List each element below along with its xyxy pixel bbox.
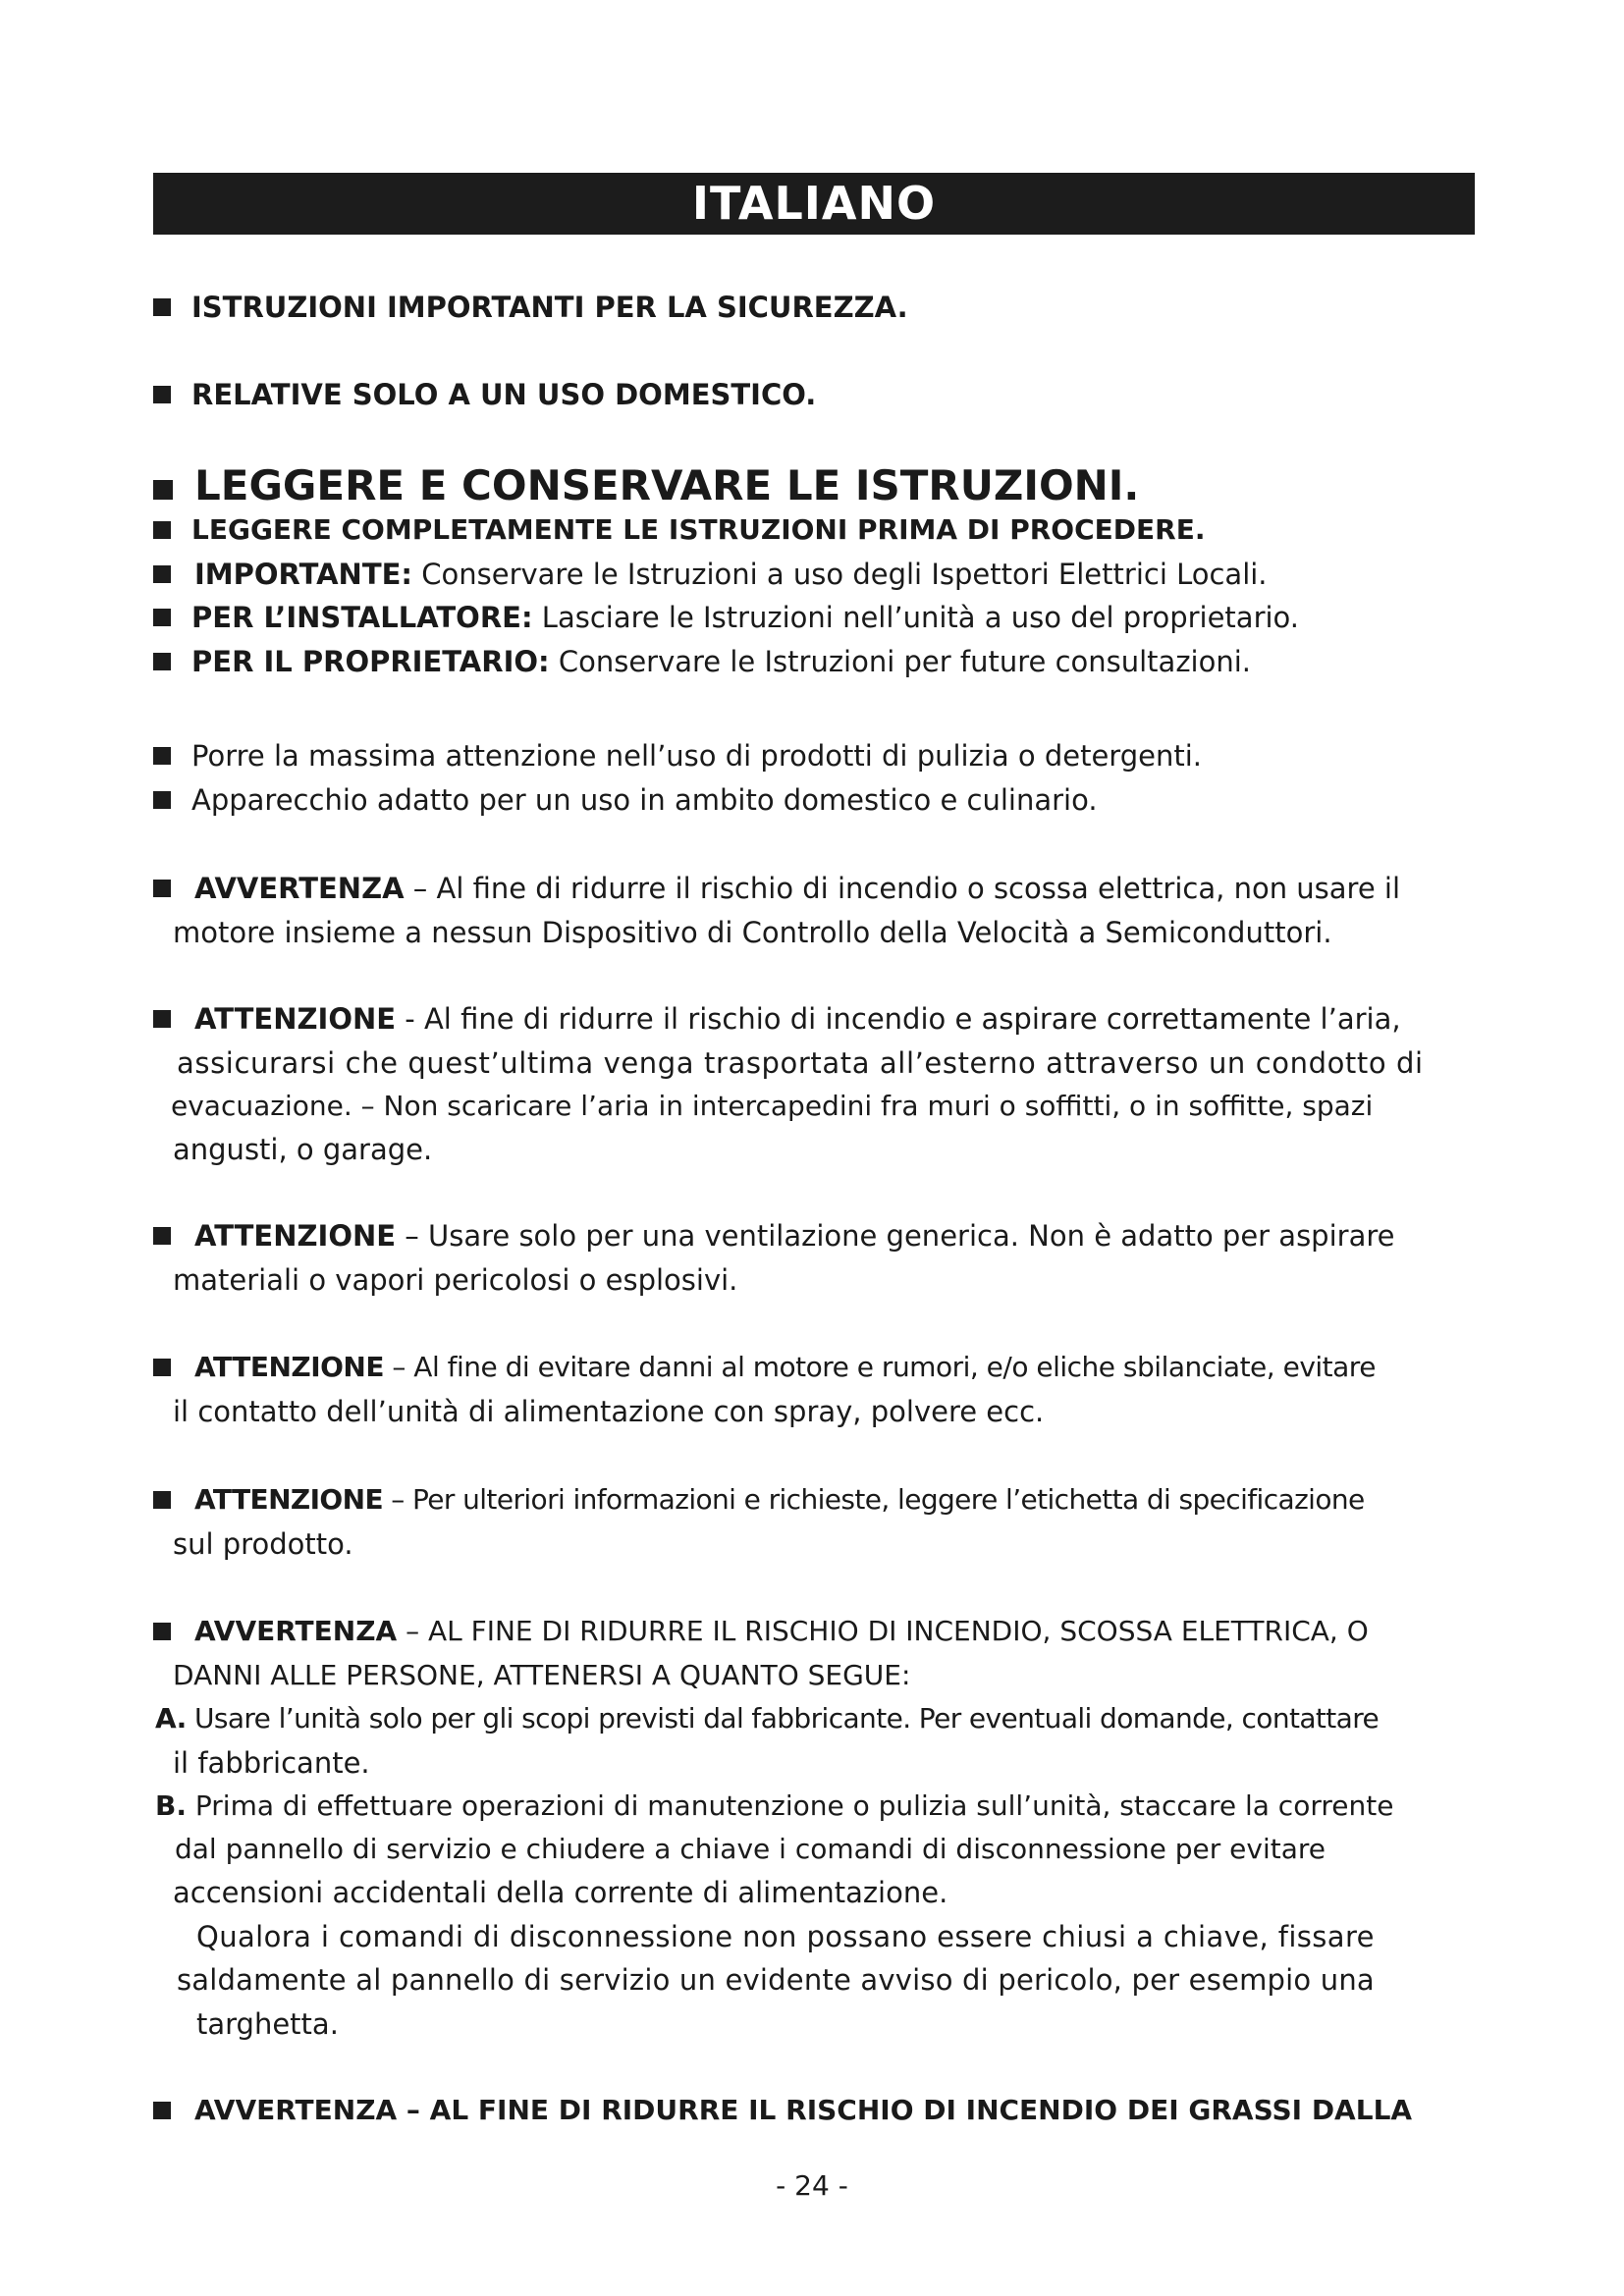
bullet-icon — [153, 653, 171, 670]
important-note: IMPORTANTE: Conservare le Istruzioni a uso degli Ispettori Elettrici Locali. — [194, 558, 1268, 591]
bullet-icon — [153, 880, 171, 897]
cleaning-note: Porre la massima attenzione nell’uso di prodotti di pulizia o detergenti. — [191, 739, 1202, 773]
caution-exhaust-cont-1: assicurarsi che quest’ultima venga trasportata all’esterno attraverso un condotto di — [177, 1046, 1424, 1080]
caution-label-cont: sul prodotto. — [173, 1527, 353, 1561]
bullet-icon — [153, 1491, 171, 1509]
installer-note: PER L’INSTALLATORE: Lasciare le Istruzioni nell’unità a uso del proprietario. — [191, 601, 1299, 634]
caution-ventilation: ATTENZIONE – Usare solo per una ventilazione generica. Non è adatto per aspirare — [194, 1219, 1395, 1253]
owner-note: PER IL PROPRIETARIO: Conservare le Istruzioni per future consultazioni. — [191, 645, 1252, 678]
language-title: ITALIANO — [691, 177, 937, 230]
caution-exhaust-cont-2: evacuazione. – Non scaricare l’aria in intercapedini fra muri o soffitti, o in soffitte, spazi — [171, 1090, 1374, 1122]
domestic-use-note: Apparecchio adatto per un uso in ambito domestico e culinario. — [191, 783, 1098, 817]
caution-exhaust: ATTENZIONE - Al fine di ridurre il rischio di incendio e aspirare correttamente l’aria, — [194, 1002, 1401, 1036]
language-header-bar — [153, 173, 1566, 235]
read-instructions-heading: LEGGERE COMPLETAMENTE LE ISTRUZIONI PRIMA DI PROCEDERE. — [191, 513, 1206, 546]
item-b: B. Prima di effettuare operazioni di manutenzione o pulizia sull’unità, staccare la corrente — [155, 1789, 1394, 1822]
bullet-icon — [153, 791, 171, 809]
bullet-icon — [153, 298, 171, 316]
main-instruction-heading: LEGGERE E CONSERVARE LE ISTRUZIONI. — [194, 461, 1140, 509]
bullet-icon — [153, 1227, 171, 1245]
bullet-icon — [153, 1359, 171, 1376]
bullet-icon — [153, 609, 171, 626]
warning-injury-cont: DANNI ALLE PERSONE, ATTENERSI A QUANTO SEGUE: — [173, 1659, 911, 1691]
warning-speed-control: AVVERTENZA – Al fine di ridurre il rischio di incendio o scossa elettrica, non usare il — [194, 872, 1401, 905]
warning-grease-fire: AVVERTENZA – AL FINE DI RIDURRE IL RISCHIO DI INCENDIO DEI GRASSI DALLA — [194, 2094, 1413, 2126]
language-code-badge: I — [1514, 182, 1606, 225]
item-a-cont: il fabbricante. — [173, 1746, 370, 1780]
warning-speed-control-cont: motore insieme a nessun Dispositivo di Controllo della Velocità a Semiconduttori. — [173, 916, 1332, 949]
item-b-cont-1: dal pannello di servizio e chiudere a chiave i comandi di disconnessione per evitare — [175, 1833, 1326, 1865]
item-b-cont-5: targhetta. — [196, 2007, 339, 2041]
bullet-icon — [153, 565, 171, 583]
warning-injury: AVVERTENZA – AL FINE DI RIDURRE IL RISCHIO DI INCENDIO, SCOSSA ELETTRICA, O — [194, 1615, 1369, 1647]
domestic-use-heading: RELATIVE SOLO A UN USO DOMESTICO. — [191, 378, 817, 411]
item-a: A. Usare l’unità solo per gli scopi previsti dal fabbricante. Per eventuali domande, contattare — [155, 1702, 1380, 1735]
caution-exhaust-cont-3: angusti, o garage. — [173, 1133, 433, 1166]
bullet-icon — [153, 386, 171, 403]
bullet-icon — [153, 1623, 171, 1640]
bullet-icon — [153, 1010, 171, 1028]
caution-label: ATTENZIONE – Per ulteriori informazioni e richieste, leggere l’etichetta di specificazione — [194, 1483, 1365, 1516]
safety-heading: ISTRUZIONI IMPORTANTI PER LA SICUREZZA. — [191, 291, 908, 324]
caution-motor: ATTENZIONE – Al fine di evitare danni al motore e rumori, e/o eliche sbilanciate, evitare — [194, 1351, 1376, 1383]
bullet-icon — [153, 747, 171, 765]
bullet-icon — [153, 480, 173, 500]
item-b-cont-3: Qualora i comandi di disconnessione non possano essere chiusi a chiave, fissare — [196, 1920, 1375, 1953]
item-b-cont-2: accensioni accidentali della corrente di alimentazione. — [173, 1876, 948, 1909]
bullet-icon — [153, 521, 171, 539]
item-b-cont-4: saldamente al pannello di servizio un evidente avviso di pericolo, per esempio una — [177, 1963, 1375, 1997]
caution-ventilation-cont: materiali o vapori pericolosi o esplosivi. — [173, 1263, 738, 1297]
bullet-icon — [153, 2102, 171, 2119]
page-number: - 24 - — [776, 2169, 848, 2202]
caution-motor-cont: il contatto dell’unità di alimentazione con spray, polvere ecc. — [173, 1395, 1045, 1428]
